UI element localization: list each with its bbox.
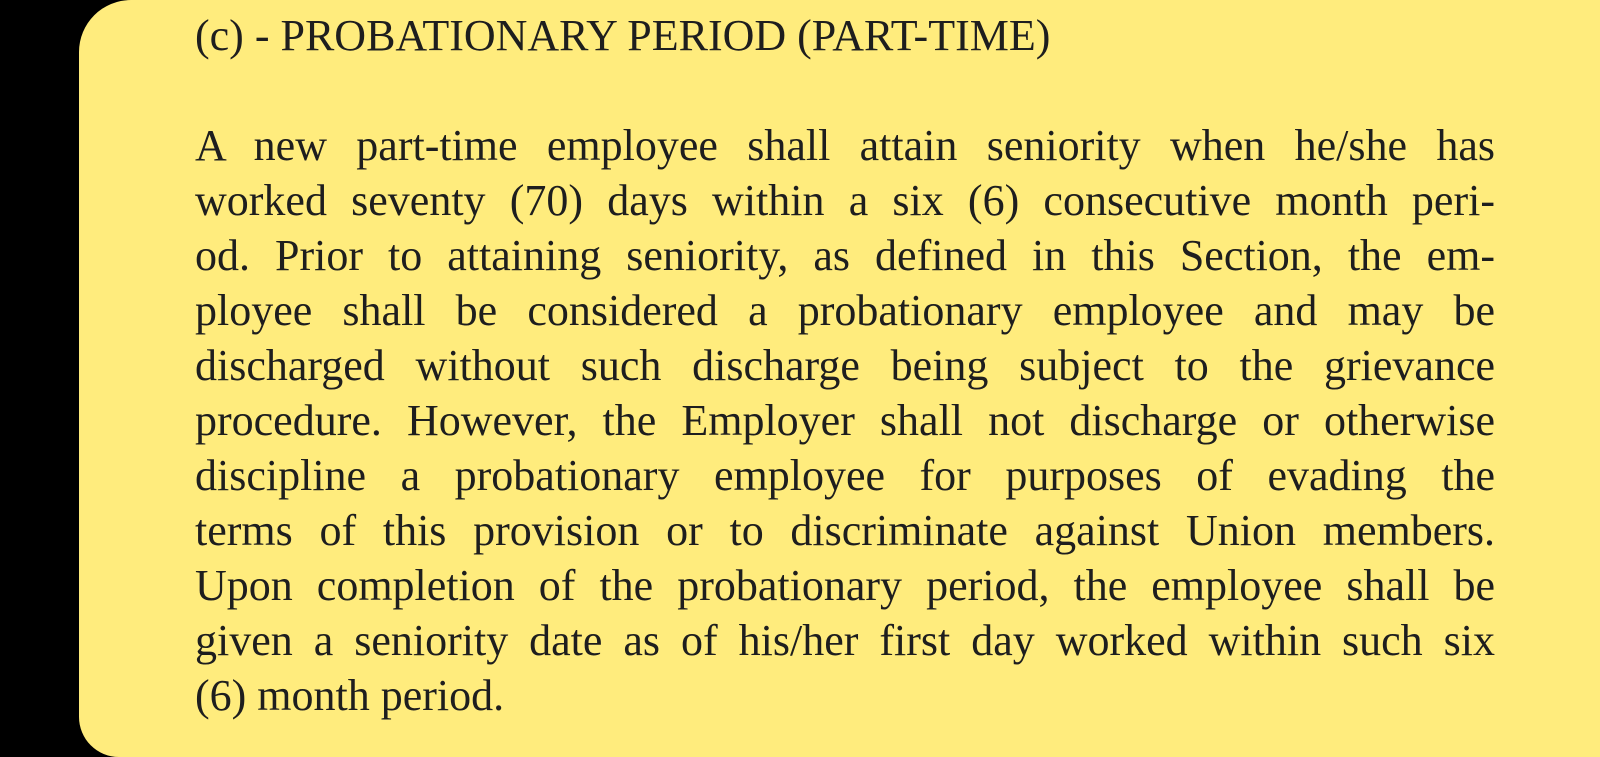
document-page [79,0,1600,757]
paragraph-line: discharged without such discharge being subject to the grievance [195,341,1495,390]
paragraph-line: procedure. However, the Employer shall not discharge or otherwise [195,396,1495,445]
paragraph-line: worked seventy (70) days within a six (6) consecutive month peri- [195,176,1495,225]
paragraph-line: A new part-time employee shall attain seniority when he/she has [195,121,1495,170]
paragraph-line: discipline a probationary employee for purposes of evading the [195,451,1495,500]
paragraph-line: ployee shall be considered a probationary employee and may be [195,286,1495,335]
paragraph-line: given a seniority date as of his/her first day worked within such six [195,616,1495,665]
paragraph-line: Upon completion of the probationary period, the employee shall be [195,561,1495,610]
paragraph-line: terms of this provision or to discriminate against Union members. [195,506,1495,555]
section-paragraph [195,118,1495,723]
paragraph-line: (6) month period. [195,671,505,720]
paragraph-line: od. Prior to attaining seniority, as defined in this Section, the em- [195,231,1495,280]
section-heading: (c) - PROBATIONARY PERIOD (PART-TIME) [195,11,1051,60]
